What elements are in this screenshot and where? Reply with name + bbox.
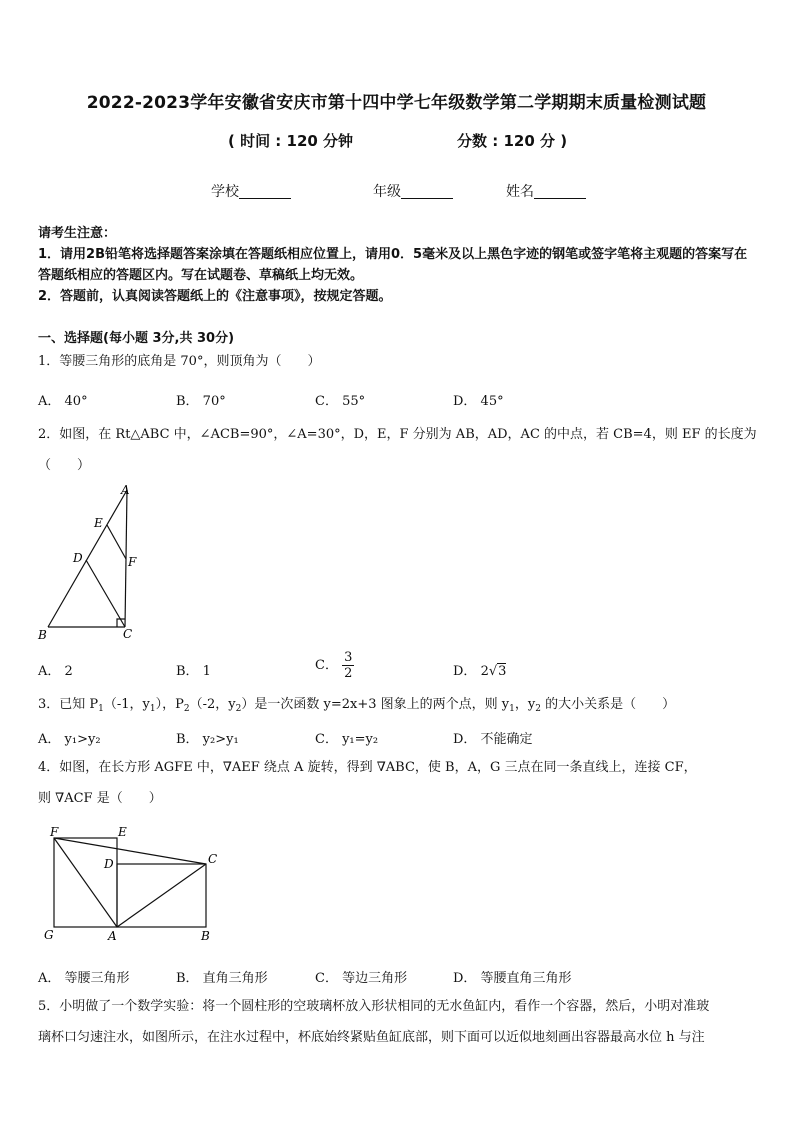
q2-segment-ef (107, 525, 126, 559)
q3-text-6: ，y (514, 697, 536, 712)
q1-option-d: D． 45° (453, 394, 504, 409)
q2-segment-ab (48, 490, 127, 627)
question-4-stem-line-1: 4．如图，在长方形 AGFE 中，∇AEF 绕点 A 旋转，得到 ∇ABC，使 B，A，G 三点在同一条直线上，连接 CF， (38, 760, 697, 775)
q3-sub-4: 2 (235, 704, 242, 714)
q2-label-c: C (123, 627, 133, 641)
q2-option-d-prefix: D． (453, 664, 477, 679)
q1-option-a: A． 40° (38, 394, 88, 409)
q3-text-3: ），P (155, 697, 184, 712)
name-field (506, 181, 586, 201)
q2-option-b: B． 1 (176, 664, 211, 679)
q3-text-1: 3．已知 P (38, 697, 99, 712)
q3-sub-3: 2 (183, 704, 190, 714)
q2-option-c-prefix: C． (315, 658, 338, 673)
q2-label-f: F (128, 555, 137, 569)
q3-sub-6: 2 (535, 704, 541, 714)
q4-option-a: A． 等腰三角形 (38, 971, 130, 986)
q2-label-b: B (38, 628, 47, 642)
score-info: 分数 : 120 分 ) (457, 132, 568, 150)
q2-segment-dc (86, 560, 125, 627)
name-label: 姓名 (506, 184, 534, 200)
q3-sub-2: 1 (149, 704, 156, 714)
q4-label-e: E (118, 825, 127, 839)
q4-option-b: B． 直角三角形 (176, 971, 268, 986)
q2-option-c-numerator: 3 (344, 650, 353, 665)
q4-label-d: D (104, 857, 114, 871)
page-title: 2022-2023学年安徽省安庆市第十四中学七年级数学第二学期期末质量检测试题 (86, 93, 707, 113)
q3-text-2: （-1，y (103, 697, 150, 712)
q4-segment-fc (54, 838, 206, 864)
q2-option-a: A． 2 (38, 664, 73, 679)
q2-label-d: D (73, 551, 83, 565)
q4-rectangle-figure (38, 822, 228, 947)
school-field (211, 181, 291, 201)
q2-option-c-denominator: 2 (344, 666, 353, 681)
grade-blank (401, 184, 453, 199)
q2-option-c-fraction (342, 650, 354, 681)
q4-label-f: F (50, 825, 59, 839)
notice-item-1: 1．请用2B铅笔将选择题答案涂填在答题纸相应位置上，请用0．5毫米及以上黑色字迹的钢笔或签字笔将主观题的答案写在答题纸相应的答题区内。写在试题卷、草稿纸上均无效。 (38, 247, 748, 283)
q4-option-c: C． 等边三角形 (315, 971, 408, 986)
q2-option-d-radicand: 3 (498, 664, 507, 679)
question-4-stem-line-2: 则 ∇ACF 是（ ） (38, 791, 162, 806)
name-blank (534, 184, 586, 199)
q1-option-c: C． 55° (315, 394, 366, 409)
q3-text-5: ）是一次函数 y=2x+3 图象上的两个点，则 y (241, 697, 510, 712)
school-blank (239, 184, 291, 199)
section-heading: 一、选择题(每小题 3分,共 30分) (38, 331, 235, 346)
q3-option-d: D． 不能确定 (453, 732, 533, 747)
question-1-stem: 1．等腰三角形的底角是 70°，则顶角为（ ） (38, 354, 321, 369)
notice-block (38, 223, 760, 307)
q2-option-d-coef: 2 (480, 664, 489, 679)
q2-triangle-figure (30, 480, 150, 645)
question-3-stem (38, 689, 760, 725)
q1-option-b: B． 70° (176, 394, 226, 409)
q2-label-e: E (94, 516, 103, 530)
q3-option-c: C． y₁=y₂ (315, 732, 379, 747)
sqrt-icon: √ (488, 664, 498, 679)
notice-item-2: 2．答题前，认真阅读答题纸上的《注意事项》，按规定答题。 (38, 289, 392, 304)
q3-sub-1: 1 (98, 704, 104, 714)
q4-label-a: A (108, 929, 117, 943)
q4-label-b: B (201, 929, 210, 943)
time-info: ( 时间 : 120 分钟 (228, 132, 354, 150)
q2-option-c (315, 650, 354, 681)
q4-label-c: C (208, 852, 218, 866)
q3-sub-5: 1 (509, 704, 515, 714)
question-2-stem: 2．如图，在 Rt△ABC 中，∠ACB=90°，∠A=30°，D，E，F 分别为 AB，AD，AC 的中点，若 CB=4，则 EF 的长度为（ ） (38, 427, 757, 473)
question-5-line-2: 璃杯口匀速注水，如图所示，在注水过程中，杯底始终紧贴鱼缸底部，则下面可以近似地刻画出容器最高水位 h 与注 (38, 1030, 705, 1045)
q4-segment-ac (117, 864, 206, 927)
q3-text-7: 的大小关系是（ ） (540, 697, 676, 712)
q3-text-4: （-2，y (189, 697, 236, 712)
school-label: 学校 (211, 184, 239, 200)
q4-label-g: G (44, 928, 54, 942)
question-5-line-1: 5．小明做了一个数学实验：将一个圆柱形的空玻璃杯放入形状相同的无水鱼缸内，看作一个容器，然后，小明对准玻 (38, 999, 710, 1014)
q4-segment-fa (54, 838, 117, 927)
grade-label: 年级 (373, 184, 401, 200)
grade-field (373, 181, 453, 201)
q3-option-a: A． y₁>y₂ (38, 732, 101, 747)
q2-label-a: A (121, 483, 130, 497)
q3-option-b: B． y₂>y₁ (176, 732, 239, 747)
q2-option-d (453, 660, 506, 679)
notice-heading: 请考生注意： (38, 226, 117, 241)
q4-option-d: D． 等腰直角三角形 (453, 971, 572, 986)
